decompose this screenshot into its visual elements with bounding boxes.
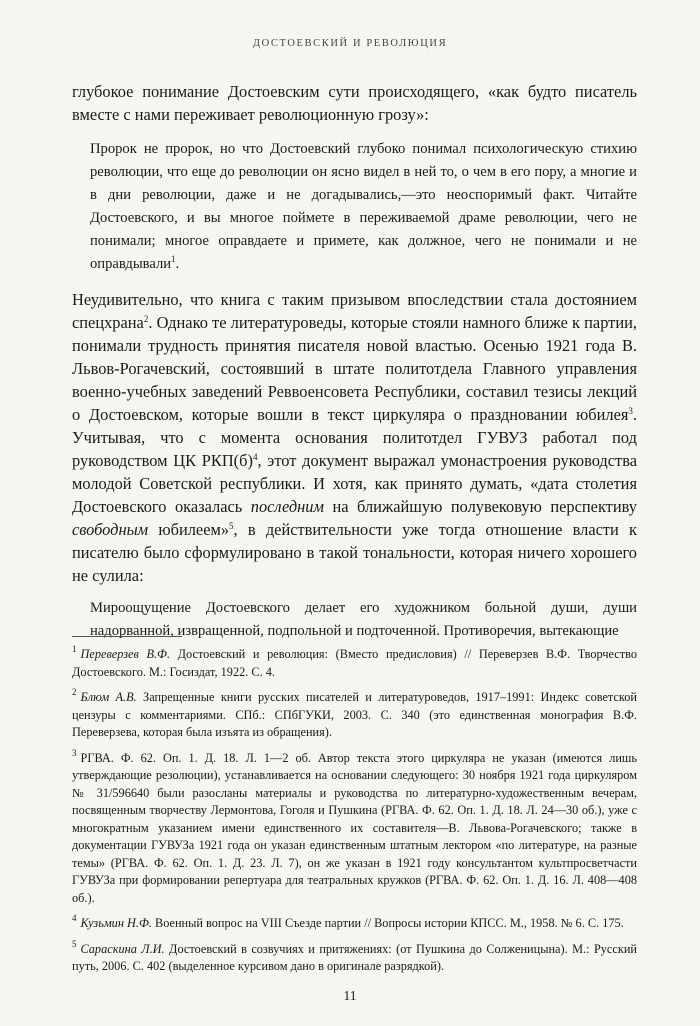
paragraph-2-part-7: , в действительности уже тогда отношение власти к писателю было сформулировано в такой тональности, которая ничего хорошего не сулила: [72,520,637,585]
italic-free: свободным [72,520,149,539]
paragraph-1: глубокое понимание Достоевским сути происходящего, «как будто писатель вместе с нами переживает революционную грозу»: [72,82,637,124]
footnote-text: Достоевский и революция: (Вместо предисловия) // Переверзев В.Ф. Творчество Достоевского. М.: Госиздат, 1922. С. 4. [72,647,637,679]
footnote-number: 5 [72,938,77,949]
footnote-ref-2: 2 [143,314,149,324]
block-quote-2: Мироощущение Достоевского делает его художником больной души, души надорванной, извращенной, подпольной и подточенной. Противоречия, вытекающие [90,600,637,639]
footnote-ref-1: 1 [171,254,176,264]
paragraph-2-part-4: , этот документ выражал умонастроения руководства молодой Советской республики. И хотя, как принято думать, «дата столетия Достоевского оказалась [72,451,637,516]
footnote-1 [72,646,637,681]
footnote-5 [72,938,637,976]
footnote-author: Сараскина Л.И. [80,941,165,956]
footnote-3 [72,747,637,908]
page-number: 11 [343,988,357,1003]
paragraph-2-part-5: на ближайшую полувековую перспективу [323,497,637,516]
footnote-number: 4 [72,913,77,923]
block-quote-1: Пророк не пророк, но что Достоевский глубоко понимал психологическую стихию революции, что еще до революции он ясно видел в ней то, о чем в его пору, а многие и в дни революции, даже и не догадывались,—это неоспоримый факт. Читайте Достоевского, и вы многое поймете в переживаемой драме революции, чего не понимали; многое оправдаете и примете, как должное, чего не понимали и не оправдывали$^1$. [90,141,637,272]
footnote-2 [72,689,637,742]
italic-last: последним [250,497,324,516]
footnote-author: Переверзев В.Ф. [80,647,171,661]
footnote-text: РГВА. Ф. 62. Оп. 1. Д. 18. Л. 1—2 об. Автор текста этого циркуляра не указан (имеются лишь утверждающие резолюции), устанавливается на основании следующего: 30 ноября 1921 года циркуляром № 31/596640 были разосланы материалы и руководства по литературно-художественным вечерам, посвященным творчеству Лермонтова, Гоголя и Пушкина (РГВА. Ф. 62. Оп. 1. Д. 18. Л. 24—30 об.), уже с многократным указанием имени единственного их составителя—В. Львова-Рогачевского; также в документации ГУВУЗа 1921 года он указан единственным штатным лектором «по литературе, на разные темы» (РГВА. Ф. 62. Оп. 1. Д. 23. Л. 7), он же указан в 1921 году консультантом культпросветчасти ГУВУЗа при формировании репертуара для театральных кружков (РГВА. Ф. 62. Оп. 1. Д. 16. Л. 408—408 об.). [72,750,637,905]
footnote-text: Запрещенные книги русских писателей и литературоведов, 1917–1991: Индекс советской цензуры с комментариями. СПб.: СПбГУКИ, 2003. С. 340 (это единственная монография В.Ф. Переверзева, которая была изъята из обращения). [72,690,637,739]
footnote-4 [72,915,637,933]
footnote-text: Военный вопрос на VIII Съезде партии // Вопросы истории КПСС. М., 1958. № 6. С. 175. [151,916,624,930]
paragraph-2-part-1: Неудивительно, что книга с таким призывом впоследствии стала достоянием спецхрана [72,290,637,332]
footnote-number: 1 [72,644,77,654]
paragraph-2-part-3: . Учитывая, что с момента основания политотдел ГУВУЗ работал под руководством ЦК РКП(б) [72,405,637,470]
paragraph-2-part-2: . Однако те литературоведы, которые стояли намного ближе к партии, понимали трудность принятия писателя новой властью. Осенью 1921 года В. Львов-Рогачевский, состоявший в штате политотдела Главного управления военно-учебных заведений Реввоенсовета Республики, составил тезисы лекций о Достоевском, которые вошли в текст циркуляра о праздновании юбилея [72,313,637,424]
footnote-author: Блюм А.В. [80,690,137,704]
main-text [72,80,637,643]
footnote-ref-5: 5 [229,521,234,531]
footnote-ref-3: 3 [628,406,633,416]
footnote-text: Достоевский в созвучиях и притяжениях: (от Пушкина до Солженицына). М.: Русский путь, 2006. С. 402 (выделенное курсивом дано в оригинале разрядкой). [72,941,637,973]
footnote-author: Кузьмин Н.Ф. [80,916,152,930]
running-head: ДОСТОЕВСКИЙ И РЕВОЛЮЦИЯ [252,38,448,49]
paragraph-2 [72,288,637,587]
block-quote-1-text: Пророк не пророк, но что Достоевский глубоко понимал психологическую стихию революции, что еще до революции он ясно видел в ней то, о чем в его пору, а многие и в дни революции, даже и не догадывались,—это неоспоримый факт. Читайте Достоевского, и вы многое поймете в переживаемой драме революции, чего не понимали; многое оправдаете и примете, как должное, чего не понимали и не оправдывали [90,141,637,272]
footnotes [72,646,637,984]
paragraph-2-part-6: юбилеем» [148,520,230,539]
footnote-rule [72,636,182,637]
footnote-number: 2 [72,687,77,697]
footnote-ref-4: 4 [252,452,258,462]
footnote-number: 3 [72,747,77,758]
